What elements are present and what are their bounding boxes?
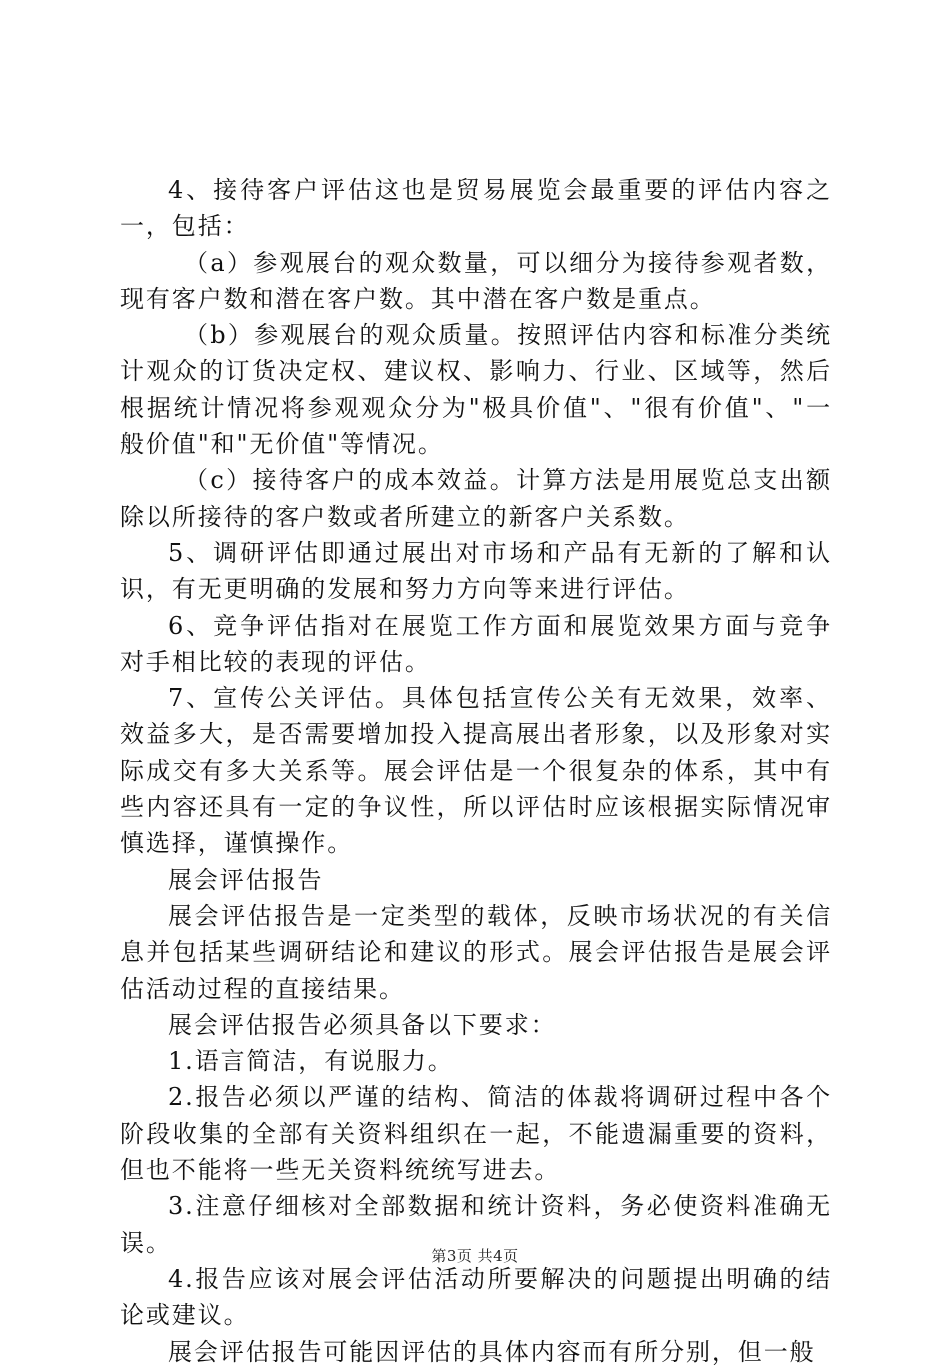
paragraph-reception-evaluation: 4、接待客户评估这也是贸易展览会最重要的评估内容之一，包括： <box>120 176 832 241</box>
list-item-requirement-2: 2.报告必须以严谨的结构、简洁的体裁将调研过程中各个阶段收集的全部有关资料组织在一起，不能遗漏重要的资料，但也不能将一些无关资料统统写进去。 <box>120 1083 832 1185</box>
document-body <box>120 172 832 1370</box>
paragraph-cost-benefit: （c）接待客户的成本效益。计算方法是用展览总支出额除以所接待的客户数或者所建立的新客户关系数。 <box>120 466 832 531</box>
paragraph-report-variation: 展会评估报告可能因评估的具体内容而有所分别，但一般 <box>168 1337 816 1366</box>
paragraph-competition-evaluation: 6、竞争评估指对在展览工作方面和展览效果方面与竞争对手相比较的表现的评估。 <box>120 611 832 676</box>
paragraph-pr-evaluation: 7、宣传公关评估。具体包括宣传公关有无效果，效率、效益多大，是否需要增加投入提高展出者形象，以及形象对实际成交有多大关系等。展会评估是一个很复杂的体系，其中有些内容还具有一定的争议性，所以评估时应该根据实际情况审慎选择，谨慎操作。 <box>120 684 832 858</box>
paragraph-research-evaluation: 5、调研评估即通过展出对市场和产品有无新的了解和认识，有无更明确的发展和努力方向等来进行评估。 <box>120 538 832 604</box>
paragraph-visitor-quality: （b）参观展台的观众质量。按照评估内容和标准分类统计观众的订货决定权、建议权、影响力、行业、区域等，然后根据统计情况将参观观众分为"极具价值"、"很有价值"、"一般价值"和"无价值"等情况。 <box>120 321 832 459</box>
list-item-requirement-4: 4.报告应该对展会评估活动所要解决的问题提出明确的结论或建议。 <box>120 1264 832 1330</box>
list-item-requirement-1: 1.语言简洁，有说服力。 <box>168 1047 454 1076</box>
paragraph-visitor-quantity: （a）参观展台的观众数量，可以细分为接待参观者数，现有客户数和潜在客户数。其中潜在客户数是重点。 <box>120 248 832 313</box>
page-number-footer: 第3页 共4页 <box>431 1247 519 1265</box>
paragraph-report-definition: 展会评估报告是一定类型的载体，反映市场状况的有关信息并包括某些调研结论和建议的形式。展会评估报告是展会评估活动过程的直接结果。 <box>120 901 832 1003</box>
paragraph-report-requirements: 展会评估报告必须具备以下要求： <box>168 1010 557 1039</box>
section-heading-report: 展会评估报告 <box>168 865 324 894</box>
list-item-requirement-3: 3.注意仔细核对全部数据和统计资料，务必使资料准确无误。 <box>120 1192 832 1257</box>
